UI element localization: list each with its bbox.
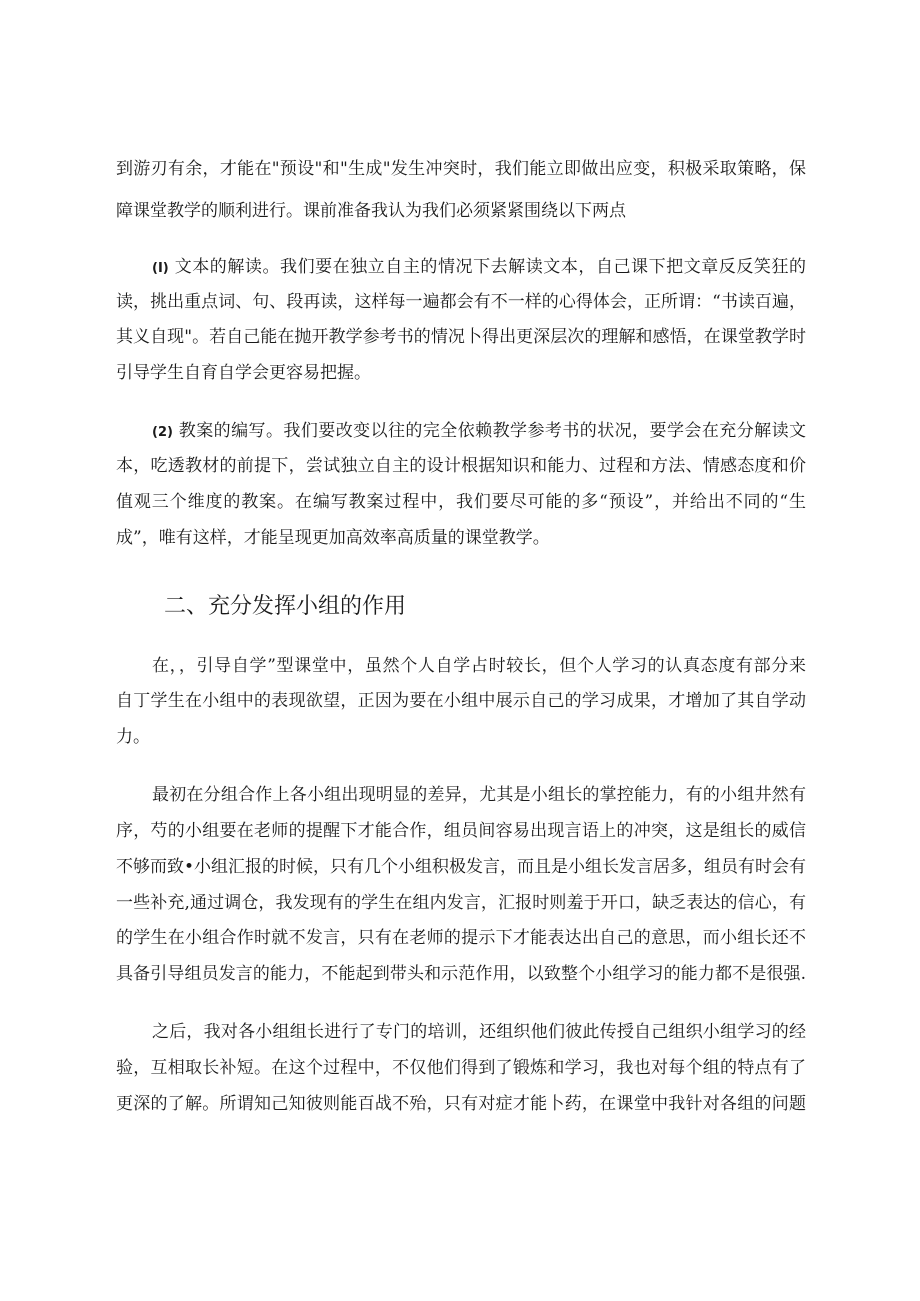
- para2-line-5: 的学生在小组合作时就不发言，只有在老师的提示下才能表达出自己的意思，而小组长还不: [116, 928, 806, 948]
- para3-line-3: 更深的了解。所谓知己知彼则能百战不殆，只有对症才能卜药，在课堂中我针对各组的问题: [116, 1094, 806, 1114]
- para3-line-2: 验，互相取长补短。在这个过程中，不仅他们得到了锻炼和学习，我也对每个组的特点有了: [116, 1058, 806, 1078]
- section-heading: 二、充分发挥小组的作用: [164, 594, 407, 619]
- point1-line-1: [152, 255, 806, 281]
- point1-line-4: 引导学生自育自学会更容易把握。: [116, 363, 371, 383]
- para3-line-1: 之后，我对各小组组长进行了专门的培训，还组织他们彼此传授自己组织小组学习的经: [152, 1022, 806, 1042]
- intro-line-1: 到游刃有余，才能在"预设"和"生成"发生冲突时，我们能立即做出应变，积极采取策略，保: [116, 159, 806, 179]
- intro-line-2: 障课堂教学的顺利进行。课前准备我认为我们必须紧紧围绕以下两点: [116, 201, 626, 221]
- para2-line-4: 一些补充,通过调仓，我发现有的学生在组内发言，汇报时则羞于开口，缺乏表达的信心，有: [116, 893, 806, 913]
- point2-text: 教案的编写。我们要改变以往的完全依赖教学参考书的状况，要学会在充分解读文: [178, 421, 806, 441]
- point2-line-4: 成”，唯有这样，才能呈现更加高效率高质量的课堂教学。: [116, 528, 550, 548]
- para2-line-1: 最初在分组合作上各小组出现明显的差异，尤其是小组长的掌控能力，有的小组井然有: [152, 785, 806, 805]
- para1-line-3: 力。: [116, 727, 150, 747]
- para2-line-6: 具备引导组员发言的能力，不能起到带头和示范作用，以致整个小组学习的能力都不是很强.: [116, 964, 806, 984]
- para2-line-2: 序，芍的小组要在老师的提醒下才能合作，组员间容易出现言语上的冲突，这是组长的威信: [116, 821, 806, 841]
- para1-line-1: 在，，引导自学”型课堂中，虽然个人自学占时较长，但个人学习的认真态度有部分来: [152, 656, 806, 676]
- point1-text: 文本的解读。我们要在独立自主的情况下去解读文本，自己课下把文章反反笑狂的: [174, 257, 806, 277]
- point2-line-1: [152, 419, 806, 445]
- para2-line-3: 不够而致•小组汇报的时候，只有几个小组积极发言，而且是小组长发言居多，组员有时会有: [116, 857, 806, 877]
- point2-line-2: 本，吃透教材的前提下，尝试独立自主的设计根据知识和能力、过程和方法、情感态度和价: [116, 456, 806, 476]
- point1-line-2: 读，挑出重点词、句、段再读，这样每一遍都会有不一样的心得体会，正所谓：“书读百遍，: [116, 292, 806, 312]
- para1-line-2: 自丁学生在小组中的表现欲望，正因为要在小组中展示自己的学习成果，才增加了其自学动: [116, 691, 806, 711]
- point2-number: (2): [152, 425, 173, 440]
- point1-line-3: 其义自现"。若自己能在抛开教学参考书的情况卜得出更深层次的理解和感悟，在课堂教学时: [116, 327, 806, 347]
- point2-line-3: 值观三个维度的教案。在编写教案过程中，我们要尽可能的多“预设”，并给出不同的“生: [116, 492, 806, 512]
- point1-number: (I): [152, 261, 169, 276]
